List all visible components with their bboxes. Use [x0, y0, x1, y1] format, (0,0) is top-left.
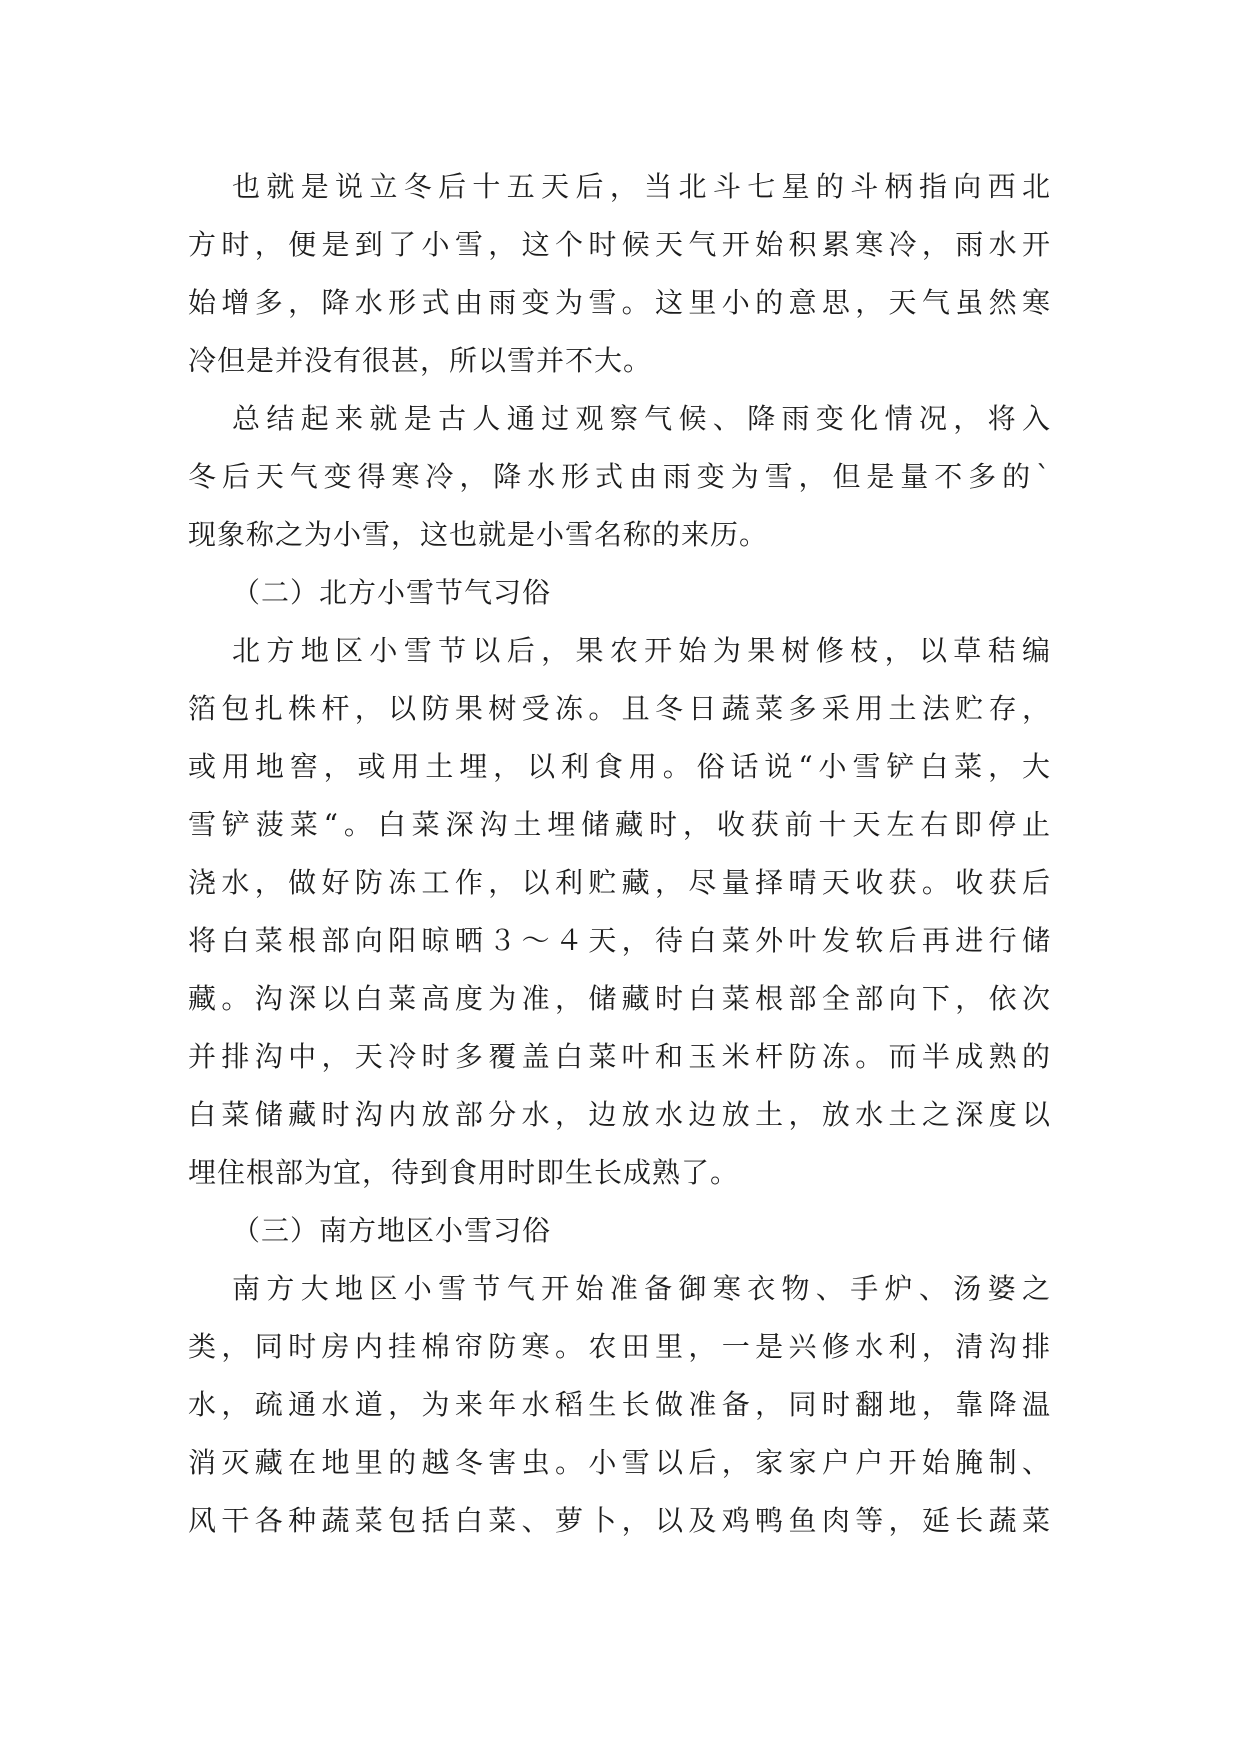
text-line: 现象称之为小雪，这也就是小雪名称的来历。 — [188, 518, 769, 551]
paragraph-intro-2 — [188, 390, 1050, 564]
text-line: 藏。沟深以白菜高度为准，储藏时白菜根部全部向下，依次 — [188, 982, 1050, 1015]
text-line: 类，同时房内挂棉帘防寒。农田里，一是兴修水利，清沟排 — [188, 1330, 1050, 1363]
text-line: 风干各种蔬菜包括白菜、萝卜，以及鸡鸭鱼肉等，延长蔬菜 — [188, 1504, 1050, 1537]
text-line: 并排沟中，天冷时多覆盖白菜叶和玉米杆防冻。而半成熟的 — [188, 1040, 1050, 1073]
text-line: 总结起来就是古人通过观察气候、降雨变化情况，将入 — [232, 402, 1050, 435]
paragraph-intro-1 — [188, 158, 1050, 390]
text-line: 始增多，降水形式由雨变为雪。这里小的意思，天气虽然寒 — [188, 286, 1050, 319]
text-line: 北方地区小雪节以后，果农开始为果树修枝，以草秸编 — [232, 634, 1050, 667]
document-body — [188, 158, 1050, 1550]
text-line: 方时，便是到了小雪，这个时候天气开始积累寒冷，雨水开 — [188, 228, 1050, 261]
paragraph-north — [188, 622, 1050, 1202]
text-line: 白菜储藏时沟内放部分水，边放水边放土，放水土之深度以 — [188, 1098, 1050, 1131]
paragraph-south — [188, 1260, 1050, 1550]
text-line: 冷但是并没有很甚，所以雪并不大。 — [188, 344, 653, 377]
section-heading-south: （三）南方地区小雪习俗 — [232, 1214, 552, 1247]
text-line: 消灭藏在地里的越冬害虫。小雪以后，家家户户开始腌制、 — [188, 1446, 1050, 1479]
text-line: 也就是说立冬后十五天后，当北斗七星的斗柄指向西北 — [232, 170, 1050, 203]
text-line: 浇水，做好防冻工作，以利贮藏，尽量择晴天收获。收获后 — [188, 866, 1050, 899]
section-heading-north: （二）北方小雪节气习俗 — [232, 576, 552, 609]
text-line: 雪铲菠菜“。白菜深沟土埋储藏时，收获前十天左右即停止 — [188, 808, 1050, 841]
text-line: 或用地窖，或用土埋，以利食用。俗话说“小雪铲白菜，大 — [188, 750, 1050, 783]
text-line: 埋住根部为宜，待到食用时即生长成熟了。 — [188, 1156, 740, 1189]
text-line: 南方大地区小雪节气开始准备御寒衣物、手炉、汤婆之 — [232, 1272, 1050, 1305]
text-line: 将白菜根部向阳晾晒３～４天，待白菜外叶发软后再进行储 — [188, 924, 1050, 957]
text-line: 冬后天气变得寒冷，降水形式由雨变为雪，但是量不多的` — [188, 460, 1050, 493]
text-line: 水，疏通水道，为来年水稻生长做准备，同时翻地，靠降温 — [188, 1388, 1050, 1421]
text-line: 箔包扎株杆，以防果树受冻。且冬日蔬菜多采用土法贮存， — [188, 692, 1050, 725]
